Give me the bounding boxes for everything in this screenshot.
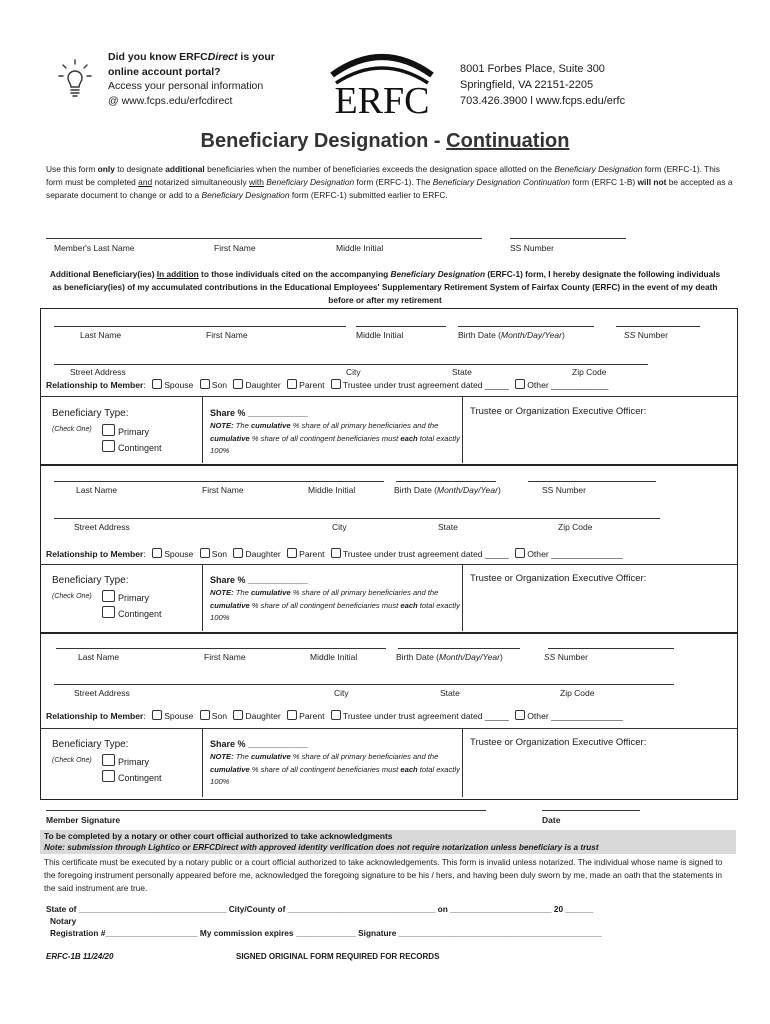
trustee-officer-label: Trustee or Organization Executive Officer: xyxy=(470,573,647,584)
last-name-label: Last Name xyxy=(80,330,122,340)
trustee-checkbox[interactable] xyxy=(331,710,341,720)
notary-label: Notary xyxy=(50,916,77,926)
notary-note: Note: submission through Lightico or ERFCDirect with approved identity verification does not require notarization unless beneficiary is a trust xyxy=(44,843,599,852)
first-name-label: First Name xyxy=(202,485,244,495)
share-note: NOTE: The cumulative % share of all primary beneficiaries and the cumulative % share of all contingent beneficiaries must each total exactly 100% xyxy=(210,421,460,455)
page-title: Beneficiary Designation - Continuation xyxy=(200,130,570,152)
state-label: State xyxy=(452,367,472,377)
b1-address-field[interactable] xyxy=(54,364,648,365)
beneficiary-type-label: Beneficiary Type: xyxy=(52,575,129,586)
son-checkbox[interactable] xyxy=(200,548,210,558)
birth-date-label: Birth Date (Month/Day/Year) xyxy=(458,330,565,340)
ssn-label: SS Number xyxy=(624,330,668,340)
b2-relationship-row: Relationship to Member: Spouse Son Daughter Parent Trustee under trust agreement dated _____ Other _______________ xyxy=(46,549,623,559)
street-address-label: Street Address xyxy=(70,367,126,377)
contingent-checkbox[interactable] xyxy=(102,770,115,782)
street-address-label: Street Address xyxy=(74,688,130,698)
last-name-label: Last Name xyxy=(76,485,118,495)
city-label: City xyxy=(334,688,349,698)
member-name-field[interactable] xyxy=(46,238,482,239)
b3-ssn-field[interactable] xyxy=(548,648,674,649)
b2-name-field[interactable] xyxy=(54,481,384,482)
trustee-checkbox[interactable] xyxy=(331,548,341,558)
beneficiary-type-label: Beneficiary Type: xyxy=(52,408,129,419)
notary-state-line[interactable]: State of ________________________________ City/County of ________________________________ on ______________________ 20 ______ xyxy=(46,904,594,914)
portal-link[interactable]: @ www.fcps.edu/erfcdirect xyxy=(108,94,233,107)
member-signature-label: Member Signature xyxy=(46,815,121,825)
zip-label: Zip Code xyxy=(572,367,607,377)
trustee-officer-label: Trustee or Organization Executive Officer: xyxy=(470,737,647,748)
b3-name-field[interactable] xyxy=(56,648,386,649)
b3-share-field[interactable]: Share % ____________ xyxy=(210,739,309,749)
son-checkbox[interactable] xyxy=(200,379,210,389)
notary-registration-line[interactable]: Registration #____________________ My commission expires _____________ Signature ____________________________________________ xyxy=(50,928,602,938)
share-note: NOTE: The cumulative % share of all primary beneficiaries and the cumulative % share of all contingent beneficiaries must each total exactly 100% xyxy=(210,752,460,786)
signature-date-field[interactable] xyxy=(542,810,640,811)
intro-paragraph: Use this form only to designate additional beneficiaries when the number of beneficiaries exceeds the designation space allotted on the Beneficiary Designation form (ERFC-1). This form must be completed and notarized simultaneously with Beneficiary Designation form (ERFC-1). The Beneficiary Designation Continuation form (ERFC 1-B) will not be accepted as a separate document to change or add to a Beneficiary Designation form (ERFC-1) submitted earlier to ERFC. xyxy=(46,164,733,200)
state-label: State xyxy=(440,688,460,698)
designation-statement: Additional Beneficiary(ies) In addition to those individuals cited on the accompanying Beneficiary Designation (ERFC-1) form, I hereby designate the following individuals as beneficiary(ies) of my accumulated contributions in the Educational Employees' Supplementary Retirement System of Fairfax County (ERFC) in the event of my death before or after my retirement xyxy=(49,269,721,305)
b3-address-field[interactable] xyxy=(54,684,674,685)
first-name-label: First Name xyxy=(204,652,246,662)
primary-checkbox[interactable] xyxy=(102,590,115,602)
street-address-label: Street Address xyxy=(74,522,130,532)
b1-middle-field[interactable] xyxy=(356,326,446,327)
daughter-checkbox[interactable] xyxy=(233,548,243,558)
parent-checkbox[interactable] xyxy=(287,710,297,720)
svg-text:ERFC: ERFC xyxy=(334,80,430,117)
portal-tip: Did you know ERFCDirect is your online account portal? Access your personal information @ www.fcps.edu/erfcdirect xyxy=(108,51,275,107)
last-name-label: Last Name xyxy=(78,652,120,662)
zip-label: Zip Code xyxy=(558,522,593,532)
ssn-label: SS Number xyxy=(542,485,586,495)
erfc-logo xyxy=(326,45,438,117)
first-name-label: First Name xyxy=(206,330,248,340)
parent-checkbox[interactable] xyxy=(287,548,297,558)
b3-relationship-row: Relationship to Member: Spouse Son Daughter Parent Trustee under trust agreement dated _____ Other _______________ xyxy=(46,711,623,721)
spouse-checkbox[interactable] xyxy=(152,548,162,558)
zip-label: Zip Code xyxy=(560,688,595,698)
trustee-officer-label: Trustee or Organization Executive Officer: xyxy=(470,406,647,417)
notary-heading: To be completed by a notary or other court official authorized to take acknowledgments xyxy=(44,831,393,841)
signature-date-label: Date xyxy=(542,815,561,825)
check-one-label: (Check One) xyxy=(52,593,92,600)
b2-birth-field[interactable] xyxy=(396,481,496,482)
b2-ssn-field[interactable] xyxy=(528,481,656,482)
member-ssn-label: SS Number xyxy=(510,243,554,253)
b3-birth-field[interactable] xyxy=(398,648,520,649)
b1-share-field[interactable]: Share % ____________ xyxy=(210,408,309,418)
daughter-checkbox[interactable] xyxy=(233,379,243,389)
other-checkbox[interactable] xyxy=(515,379,525,389)
notary-certificate-text: This certificate must be executed by a notary public or a court official authorized to take acknowledgements. This form is invalid unless notarized. The individual whose name is signed to the foregoing instrument personally appeared before me, acknowledged the foregoing signature to be his / hers, and having been duly sworn by me, made an oath that the statements in the said instrument are true. xyxy=(44,857,723,893)
middle-initial-label: Middle Initial xyxy=(356,330,404,340)
erfc-address: 8001 Forbes Place, Suite 300 Springfield, VA 22151-2205 703.426.3900 l www.fcps.edu/erfc xyxy=(460,63,626,107)
beneficiary-type-label: Beneficiary Type: xyxy=(52,739,129,750)
trustee-checkbox[interactable] xyxy=(331,379,341,389)
other-checkbox[interactable] xyxy=(515,710,525,720)
member-signature-field[interactable] xyxy=(46,810,486,811)
b1-birth-field[interactable] xyxy=(458,326,594,327)
member-last-name-label: Member's Last Name xyxy=(54,243,135,253)
member-middle-initial-label: Middle Initial xyxy=(336,243,384,253)
b1-ssn-field[interactable] xyxy=(616,326,700,327)
birth-date-label: Birth Date (Month/Day/Year) xyxy=(396,652,503,662)
form-id: ERFC-1B 11/24/20 xyxy=(46,952,114,961)
b3-primary-option[interactable]: Primary xyxy=(102,754,149,767)
birth-date-label: Birth Date (Month/Day/Year) xyxy=(394,485,501,495)
daughter-checkbox[interactable] xyxy=(233,710,243,720)
contingent-checkbox[interactable] xyxy=(102,606,115,618)
member-ssn-field[interactable] xyxy=(510,238,626,239)
other-checkbox[interactable] xyxy=(515,548,525,558)
b1-primary-option[interactable]: Primary xyxy=(102,424,149,437)
b2-address-field[interactable] xyxy=(54,518,660,519)
city-label: City xyxy=(346,367,361,377)
primary-checkbox[interactable] xyxy=(102,424,115,436)
records-notice: SIGNED ORIGINAL FORM REQUIRED FOR RECORDS xyxy=(236,952,440,961)
b1-relationship-row: Relationship to Member: Spouse Son Daughter Parent Trustee under trust agreement dated _____ Other ____________ xyxy=(46,380,609,390)
b1-contingent-option[interactable]: Contingent xyxy=(102,440,162,453)
contingent-checkbox[interactable] xyxy=(102,440,115,452)
primary-checkbox[interactable] xyxy=(102,754,115,766)
b2-contingent-option[interactable]: Contingent xyxy=(102,606,162,619)
spouse-checkbox[interactable] xyxy=(152,379,162,389)
spouse-checkbox[interactable] xyxy=(152,710,162,720)
b1-name-field[interactable] xyxy=(54,326,346,327)
share-note: NOTE: The cumulative % share of all primary beneficiaries and the cumulative % share of all contingent beneficiaries must each total exactly 100% xyxy=(210,588,460,622)
member-first-name-label: First Name xyxy=(214,243,256,253)
b3-contingent-option[interactable]: Contingent xyxy=(102,770,162,783)
son-checkbox[interactable] xyxy=(200,710,210,720)
middle-initial-label: Middle Initial xyxy=(308,485,356,495)
b2-share-field[interactable]: Share % ____________ xyxy=(210,575,309,585)
check-one-label: (Check One) xyxy=(52,426,92,433)
lightbulb-icon xyxy=(58,58,92,100)
ssn-label: SS Number xyxy=(544,652,588,662)
middle-initial-label: Middle Initial xyxy=(310,652,358,662)
parent-checkbox[interactable] xyxy=(287,379,297,389)
city-label: City xyxy=(332,522,347,532)
b2-primary-option[interactable]: Primary xyxy=(102,590,149,603)
state-label: State xyxy=(438,522,458,532)
check-one-label: (Check One) xyxy=(52,757,92,764)
